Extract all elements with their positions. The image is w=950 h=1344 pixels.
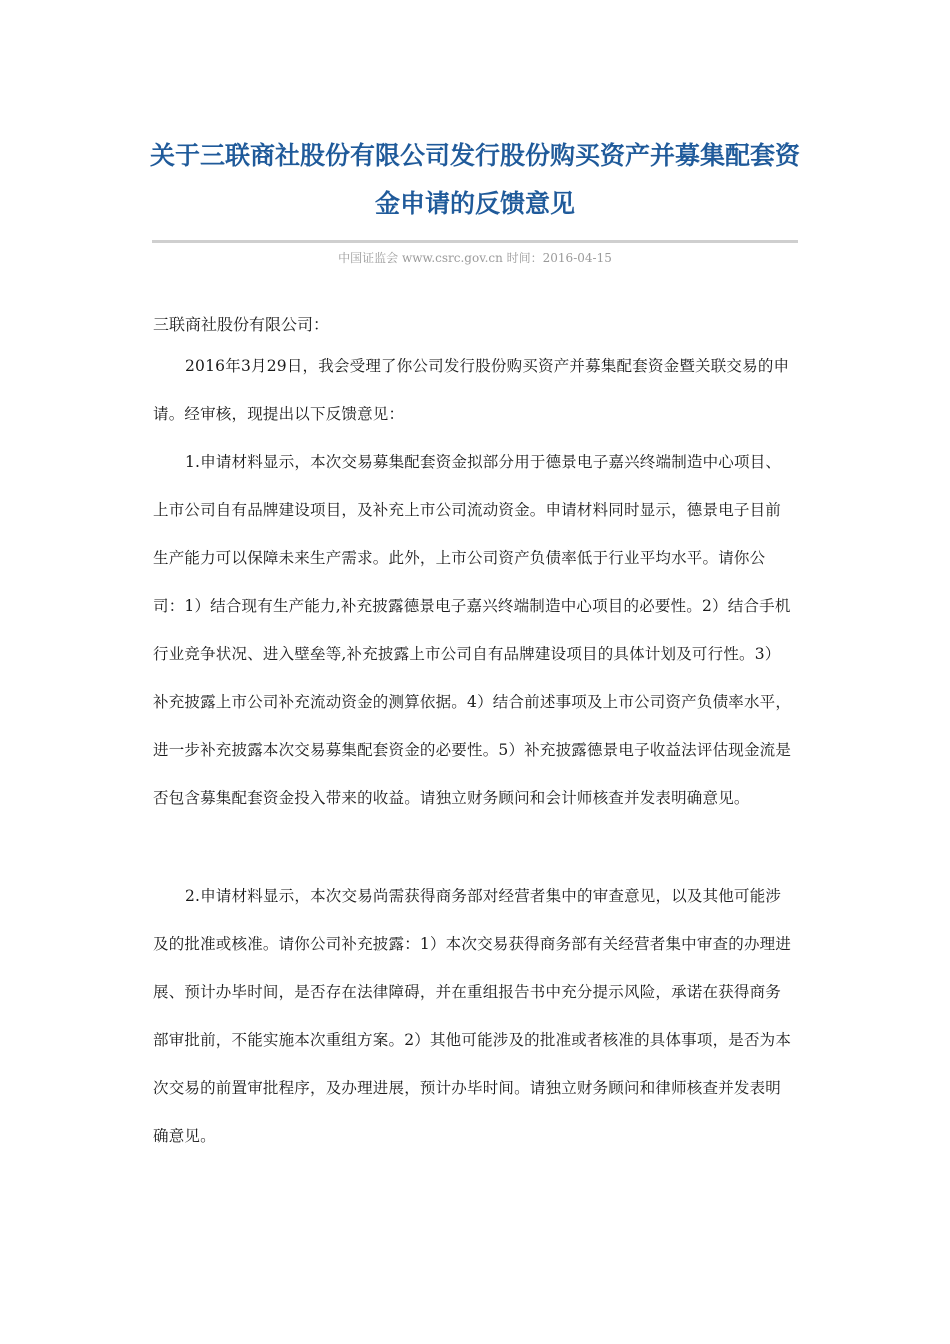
- paragraph-item-1: 1.申请材料显示，本次交易募集配套资金拟部分用于德景电子嘉兴终端制造中心项目、上市公司自有品牌建设项目，及补充上市公司流动资金。申请材料同时显示，德景电子目前生产能力可以保障未来生产需求。此外，上市公司资产负债率低于行业平均水平。请你公司：1）结合现有生产能力,补充披露德景电子嘉兴终端制造中心项目的必要性。2）结合手机行业竞争状况、进入壁垒等,补充披露上市公司自有品牌建设项目的具体计划及可行性。3）补充披露上市公司补充流动资金的测算依据。4）结合前述事项及上市公司资产负债率水平，进一步补充披露本次交易募集配套资金的必要性。5）补充披露德景电子收益法评估现金流是否包含募集配套资金投入带来的收益。请独立财务顾问和会计师核查并发表明确意见。: [153, 453, 792, 807]
- salutation: 三联商社股份有限公司：: [153, 315, 330, 334]
- paragraph-intro: 2016年3月29日，我会受理了你公司发行股份购买资产并募集配套资金暨关联交易的申请。经审核，现提出以下反馈意见：: [153, 357, 790, 423]
- source-and-date: 中国证监会 www.csrc.gov.cn 时间：2016-04-15: [338, 251, 612, 265]
- document-title-line-2: 金申请的反馈意见: [374, 189, 575, 218]
- paragraph-item-2: 2.申请材料显示，本次交易尚需获得商务部对经营者集中的审查意见，以及其他可能涉及的批准或核准。请你公司补充披露：1）本次交易获得商务部有关经营者集中审查的办理进展、预计办毕时间，是否存在法律障碍，并在重组报告书中充分提示风险，承诺在获得商务部审批前，不能实施本次重组方案。2）其他可能涉及的批准或者核准的具体事项，是否为本次交易的前置审批程序，及办理进展，预计办毕时间。请独立财务顾问和律师核查并发表明确意见。: [153, 887, 792, 1145]
- document-title-line-1: 关于三联商社股份有限公司发行股份购买资产并募集配套资: [150, 141, 801, 170]
- title-divider: [152, 240, 798, 243]
